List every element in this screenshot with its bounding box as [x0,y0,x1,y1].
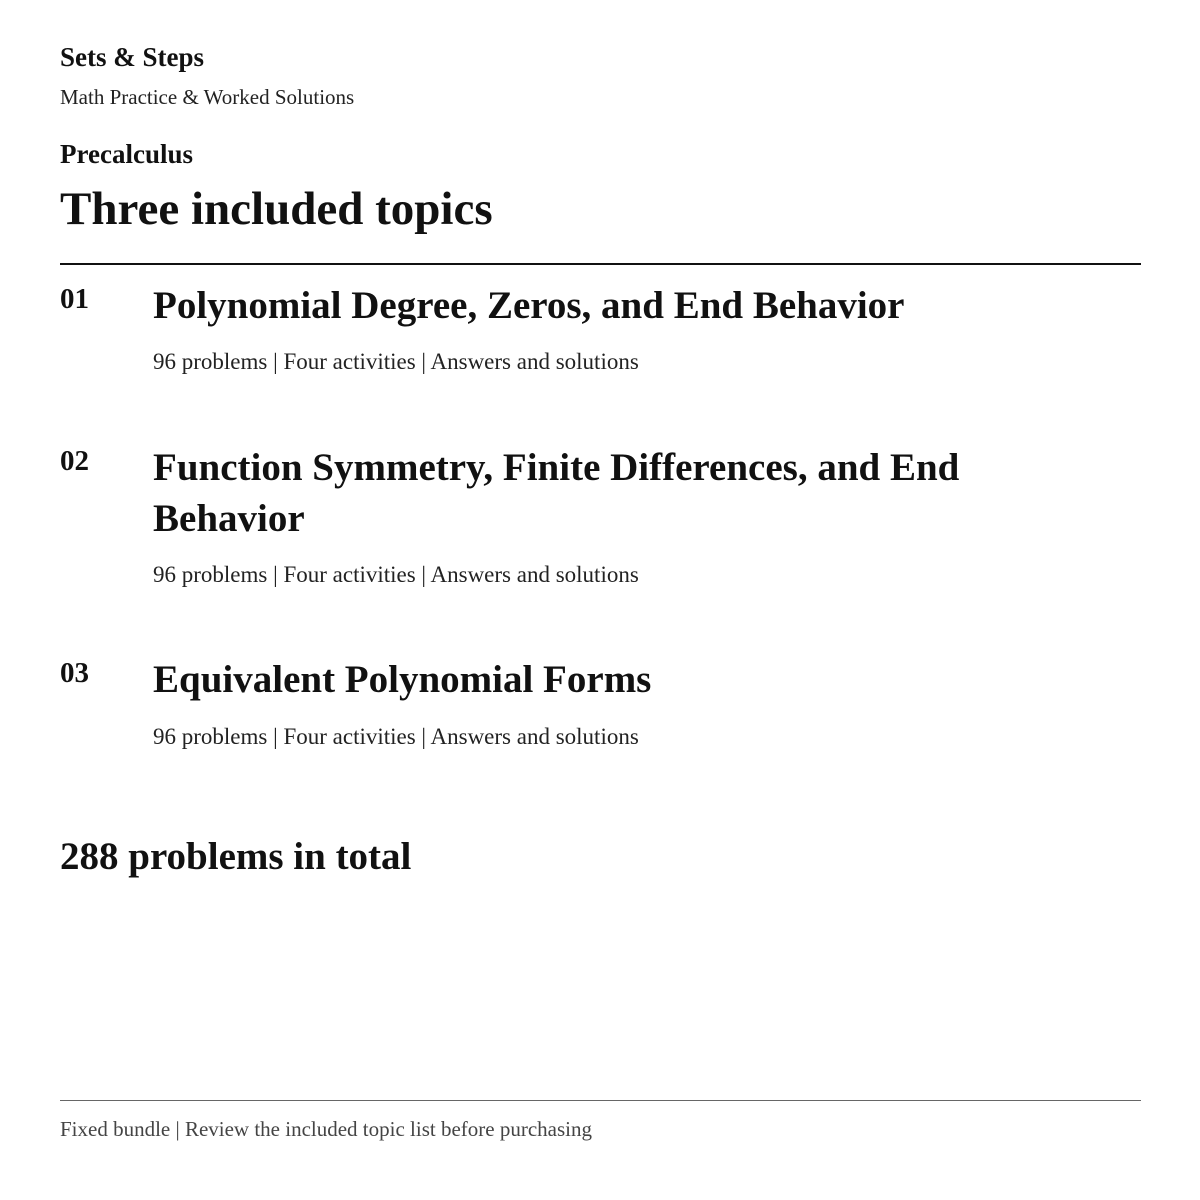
subject-label: Precalculus [60,139,193,169]
footer-note: Fixed bundle | Review the included topic list before purchasing [60,1117,592,1141]
page [60,0,1141,1200]
topic-meta: 96 problems | Four activities | Answers and solutions [153,349,639,374]
topic-number: 03 [60,657,89,689]
footer-divider [60,1100,1141,1101]
topic-number: 02 [60,445,89,477]
topic-number: 01 [60,283,89,315]
topic-title: Equivalent Polynomial Forms [153,658,652,701]
topic-meta: 96 problems | Four activities | Answers and solutions [153,562,639,587]
total-problems: 288 problems in total [60,835,412,878]
topic-title: Polynomial Degree, Zeros, and End Behavior [153,284,905,327]
topic-meta: 96 problems | Four activities | Answers and solutions [153,724,639,749]
header-divider [60,263,1141,265]
brand-name: Sets & Steps [60,42,205,72]
topic-title: Function Symmetry, Finite Differences, and End Behavior [153,446,960,540]
brand-tagline: Math Practice & Worked Solutions [60,85,355,109]
page-title: Three included topics [60,183,493,235]
